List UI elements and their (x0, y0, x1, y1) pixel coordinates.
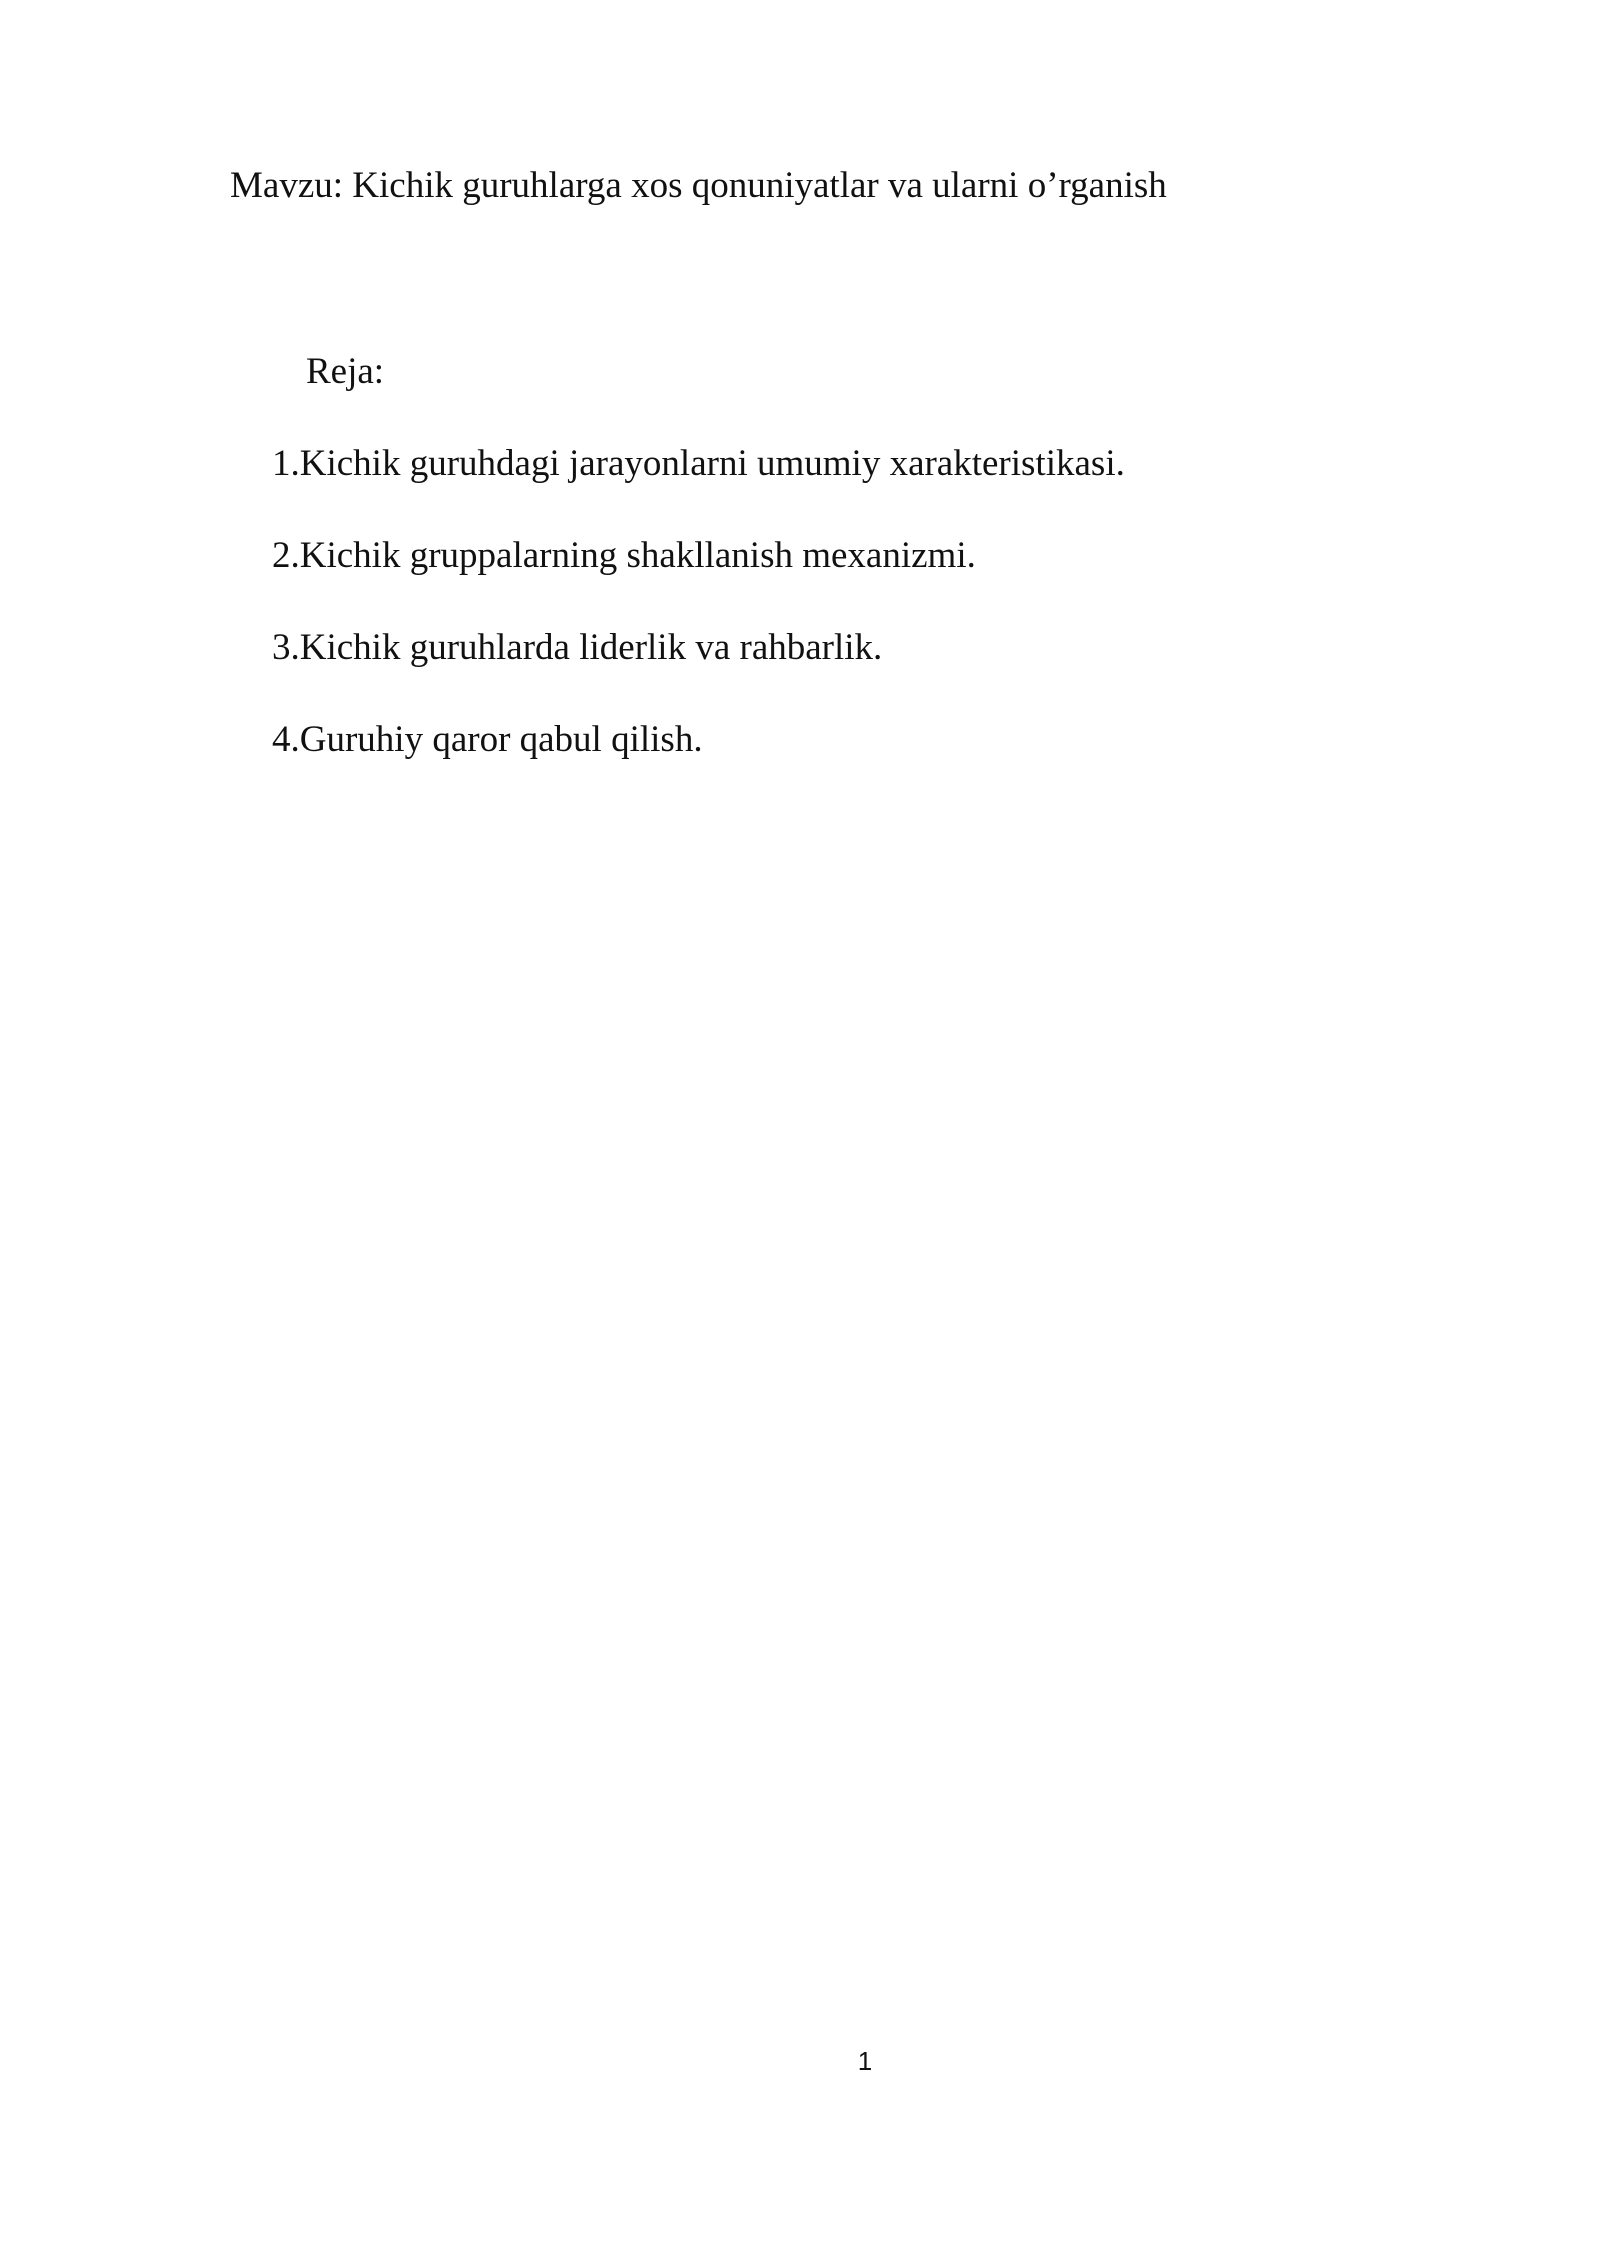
plan-heading: Reja: (306, 351, 385, 392)
plan-list (272, 442, 1125, 810)
plan-item: 3.Kichik guruhlarda liderlik va rahbarlik. (272, 627, 883, 668)
plan-item: 2.Kichik gruppalarning shakllanish mexanizmi. (272, 535, 976, 576)
page-number: 1 (857, 2046, 873, 2076)
plan-item: 4.Guruhiy qaror qabul qilish. (272, 719, 703, 760)
document-title: Mavzu: Kichik guruhlarga xos qonuniyatlar va ularni o’rganish (230, 165, 1167, 206)
plan-item: 1.Kichik guruhdagi jarayonlarni umumiy xarakteristikasi. (272, 443, 1125, 484)
